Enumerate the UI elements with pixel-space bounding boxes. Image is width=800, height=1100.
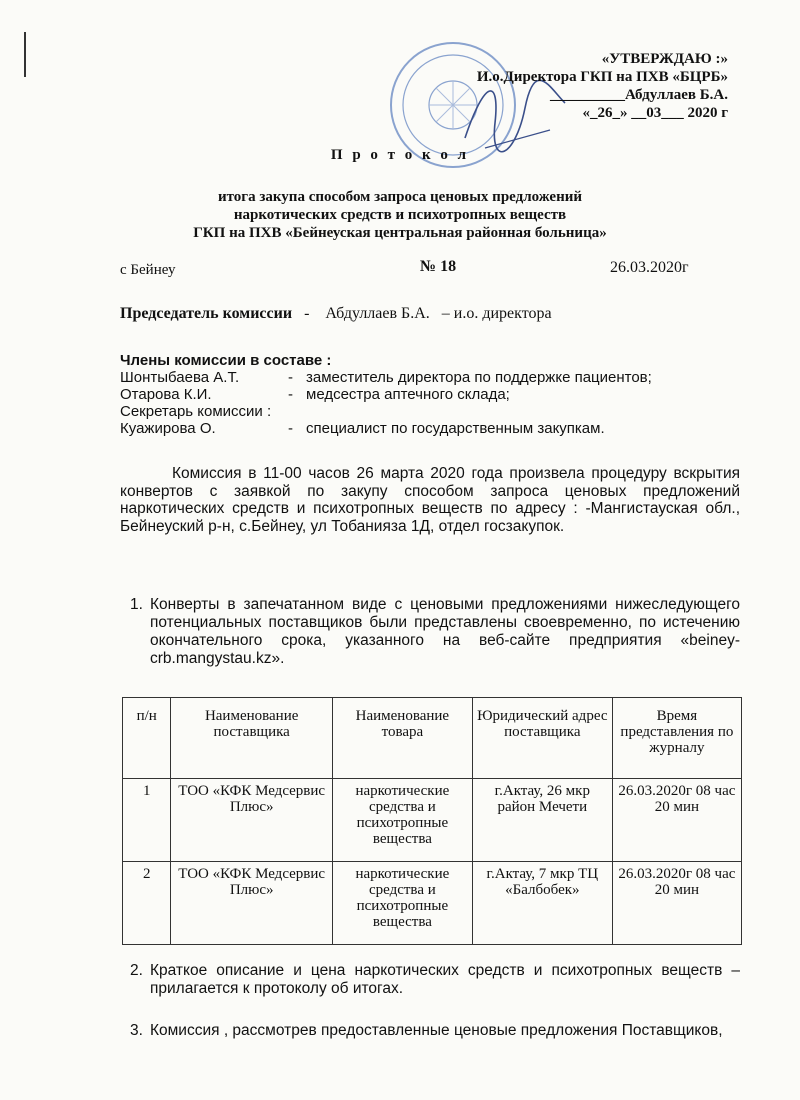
table-row <box>123 779 742 862</box>
member-dash: - <box>288 386 293 403</box>
chairman-text: - Абдуллаев Б.А. – и.о. директора <box>292 305 552 322</box>
meta-place: с Бейнеу <box>120 262 176 278</box>
table-cell: г.Актау, 7 мкр ТЦ «Балбобек» <box>472 862 612 945</box>
commission-members <box>120 352 652 437</box>
column-header: Юридический адрес поставщика <box>472 698 612 779</box>
secretary-row <box>120 420 605 437</box>
chairman-label: Председатель комиссии <box>120 305 293 322</box>
table-cell: ТОО «КФК Медсервис Плюс» <box>171 862 332 945</box>
member-name: Шонтыбаева А.Т. <box>120 369 240 386</box>
protocol-number: № 18 <box>420 258 457 275</box>
approval-line-3: __________Абдуллаев Б.А. <box>549 87 728 103</box>
table-cell: ТОО «КФК Медсервис Плюс» <box>171 779 332 862</box>
member-role: медсестра аптечного склада; <box>306 386 510 403</box>
column-header: Время представления по журналу <box>612 698 741 779</box>
approval-block <box>477 50 728 122</box>
list-item <box>130 1022 740 1040</box>
opening-paragraph: Комиссия в 11-00 часов 26 марта 2020 года произвела процедуру вскрытия конвертов с заявкой по закупу способом запроса ценовых предложений наркотических средств и психотропных веществ по адресу : -Мангистауская обл., Бейнеуский р-н, с.Бейнеу, ул Тобанияза 1Д, отдел госзакупок. <box>120 465 740 535</box>
table-cell: 26.03.2020г 08 час 20 мин <box>612 862 741 945</box>
table-cell: 2 <box>123 862 171 945</box>
members-heading: Члены комиссии в составе : <box>120 352 332 369</box>
table-header-row <box>123 698 742 779</box>
secretary-role: специалист по государственным закупкам. <box>306 420 605 437</box>
list-item <box>130 596 740 668</box>
table-cell: 26.03.2020г 08 час 20 мин <box>612 779 741 862</box>
suppliers-table <box>122 697 742 945</box>
secretary-dash: - <box>288 420 293 437</box>
table-cell: г.Актау, 26 мкр район Мечети <box>472 779 612 862</box>
table-row <box>123 862 742 945</box>
protocol-date: 26.03.2020г <box>610 259 689 276</box>
approval-line-1: «УТВЕРЖДАЮ :» <box>601 51 728 67</box>
approval-line-2: И.о.Директора ГКП на ПХВ «БЦРБ» <box>476 69 728 85</box>
secretary-heading: Секретарь комиссии : <box>120 403 272 420</box>
column-header: Наименование поставщика <box>171 698 332 779</box>
member-name: Отарова К.И. <box>120 386 212 403</box>
list-item-number: 3. <box>130 1022 143 1039</box>
list-item-number: 1. <box>130 596 143 613</box>
column-header: Наименование товара <box>332 698 472 779</box>
list-item-text: Краткое описание и цена наркотических средств и психотропных веществ – прилагается к протоколу об итогах. <box>150 962 740 997</box>
list-item-text: Конверты в запечатанном виде с ценовыми предложениями нижеследующего потенциальных поставщиков были представлены своевременно, по истечению окончательного срока, указанного на веб-сайте предприятия «beiney-crb.mangystau.kz». <box>150 596 740 667</box>
secretary-name: Куажирова О. <box>120 420 216 437</box>
list-item-text: Комиссия , рассмотрев предоставленные ценовые предложения Поставщиков, <box>150 1022 723 1039</box>
column-header: п/н <box>123 698 171 779</box>
member-row <box>120 386 510 403</box>
table-cell: наркотические средства и психотропные вещества <box>332 779 472 862</box>
list-item <box>130 962 740 998</box>
document-title: П р о т о к о л <box>330 147 470 163</box>
member-role: заместитель директора по поддержке пациентов; <box>306 369 652 386</box>
table-cell: наркотические средства и психотропные вещества <box>332 862 472 945</box>
approval-line-4: «_26_» __03___ 2020 г <box>582 105 728 121</box>
document-subtitle <box>0 188 800 242</box>
subtitle-line-2: наркотических средств и психотропных веществ <box>233 207 567 223</box>
scan-edge-mark <box>24 32 26 77</box>
subtitle-line-3: ГКП на ПХВ «Бейнеуская центральная районная больница» <box>193 225 607 241</box>
subtitle-line-1: итога закупа способом запроса ценовых предложений <box>217 189 583 205</box>
list-item-number: 2. <box>130 962 143 979</box>
member-row <box>120 369 652 386</box>
member-dash: - <box>288 369 293 386</box>
chairman-line <box>120 305 552 323</box>
table-cell: 1 <box>123 779 171 862</box>
